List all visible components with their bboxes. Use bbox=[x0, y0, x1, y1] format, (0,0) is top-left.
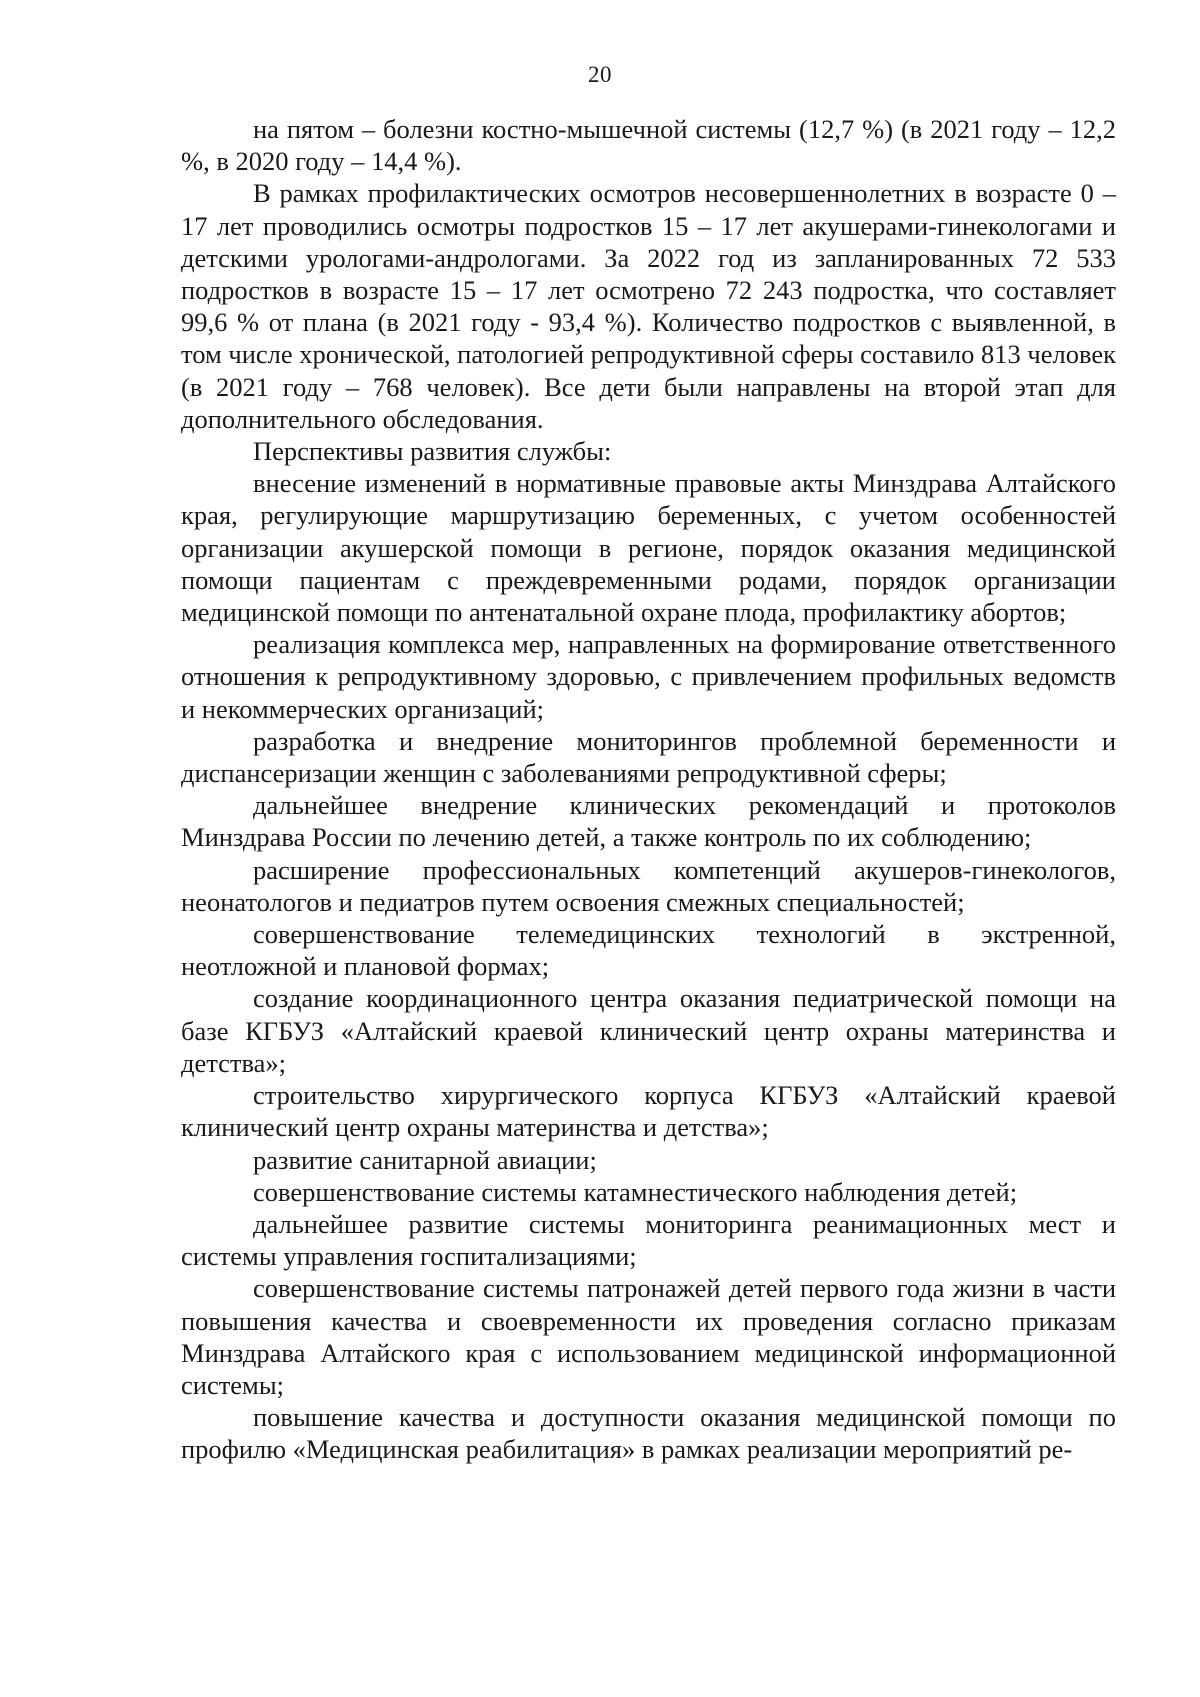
list-item-patronage: совершенствование системы патронажей детей первого года жизни в части повышения качества и своевременности их проведения согласно приказам Минздрава Алтайского края с использованием медицинской информационной системы; bbox=[181, 1273, 1116, 1400]
paragraph-service-prospects-heading: Перспективы развития службы: bbox=[253, 436, 612, 467]
list-item-clinical-guidelines: дальнейшее внедрение клинических рекомендаций и протоколов Минздрава России по лечению детей, а также контроль по их соблюдению; bbox=[181, 790, 1116, 853]
list-item-icu-monitoring: дальнейшее развитие системы мониторинга реанимационных мест и системы управления госпитализациями; bbox=[181, 1208, 1116, 1272]
list-item-regulations: внесение изменений в нормативные правовые акты Минздрава Алтайского края, регулирующие маршрутизацию беременных, с учетом особенностей организации акушерской помощи в регионе, порядок оказания медицинской помощи пациентам с преждевременными родами, порядок организации медицинской помощи по антенатальной охране плода, профилактику абортов; bbox=[181, 468, 1116, 628]
list-item-surgical-building: строительство хирургического корпуса КГБУЗ «Алтайский краевой клинический центр охраны материнства и детства»; bbox=[181, 1080, 1116, 1143]
list-item-air-ambulance: развитие санитарной авиации; bbox=[253, 1144, 597, 1175]
list-item-pregnancy-monitoring: разработка и внедрение мониторингов проблемной беременности и диспансеризации женщин с заболеваниями репродуктивной сферы; bbox=[181, 725, 1116, 789]
list-item-follow-up: совершенствование системы катамнестического наблюдения детей; bbox=[253, 1176, 1018, 1207]
page-number: 20 bbox=[588, 62, 612, 87]
list-item-coordination-center: создание координационного центра оказания педиатрической помощи на базе КГБУЗ «Алтайский краевой клинический центр охраны материнства и детства»; bbox=[181, 983, 1116, 1078]
paragraph-musculoskeletal: на пятом – болезни костно-мышечной системы (12,7 %) (в 2021 году – 12,2 %, в 2020 году – 14,4 %). bbox=[181, 114, 1116, 177]
document-body bbox=[181, 113, 1116, 1466]
list-item-rehabilitation: повышение качества и доступности оказания медицинской помощи по профилю «Медицинская реабилитация» в рамках реализации мероприятий ре- bbox=[181, 1402, 1116, 1465]
list-item-competencies: расширение профессиональных компетенций акушеров-гинекологов, неонатологов и педиатров путем освоения смежных специальностей; bbox=[181, 854, 1116, 917]
list-item-reproductive-health: реализация комплекса мер, направленных на формирование ответственного отношения к репродуктивному здоровью, с привлечением профильных ведомств и некоммерческих организаций; bbox=[181, 629, 1116, 724]
paragraph-adolescent-exams: В рамках профилактических осмотров несовершеннолетних в возрасте 0 – 17 лет проводились осмотры подростков 15 – 17 лет акушерами-гинекологами и детскими урологами-андрологами. За 2022 год из запланированных 72 533 подростков в возрасте 15 – 17 лет осмотрено 72 243 подростка, что составляет 99,6 % от плана (в 2021 году - 93,4 %). Количество подростков с выявленной, в том числе хронической, патологией репродуктивной сферы составило 813 человек (в 2021 году – 768 человек). Все дети были направлены на второй этап для дополнительного обследования. bbox=[181, 178, 1116, 434]
list-item-telemedicine: совершенствование телемедицинских технологий в экстренной, неотложной и плановой формах; bbox=[181, 919, 1116, 982]
